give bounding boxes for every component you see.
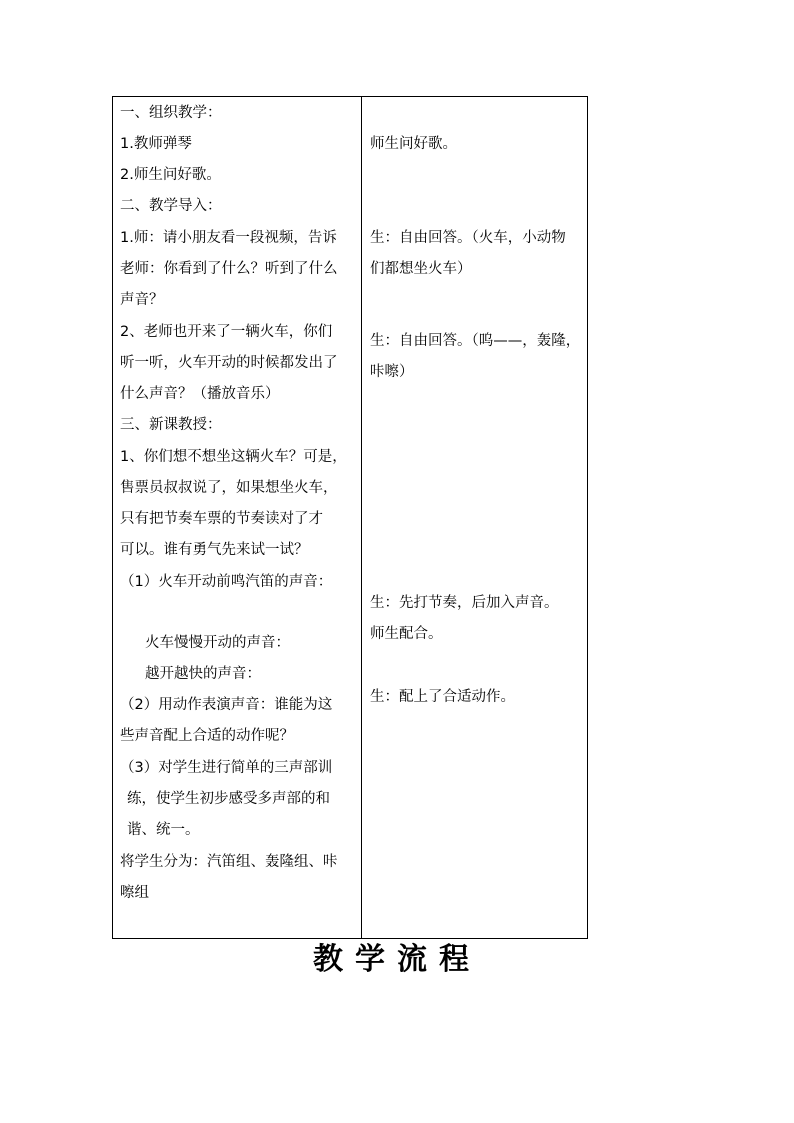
left-line: 越开越快的声音： xyxy=(145,666,261,682)
right-line: 生：先打节奏，后加入声音。 xyxy=(370,595,559,611)
column-divider xyxy=(361,97,362,938)
left-line: 1.教师弹琴 xyxy=(120,136,192,152)
right-line: 咔嚓） xyxy=(370,364,414,380)
left-line: 2、老师也开来了一辆火车，你们 xyxy=(120,324,333,340)
left-line: 练，使学生初步感受多声部的和 xyxy=(127,791,330,807)
left-line: 老师：你看到了什么？听到了什么 xyxy=(120,261,338,277)
left-line: 2.师生问好歌。 xyxy=(120,167,221,183)
right-line: 们都想坐火车） xyxy=(370,261,472,277)
right-line: 生：配上了合适动作。 xyxy=(370,689,515,705)
left-line: 火车慢慢开动的声音： xyxy=(145,635,290,651)
left-line: 声音？ xyxy=(120,292,164,308)
lesson-table xyxy=(112,96,588,939)
right-line: 师生问好歌。 xyxy=(370,136,457,152)
left-line: 将学生分为：汽笛组、轰隆组、咔 xyxy=(120,854,338,870)
right-line: 生：自由回答。（呜——，轰隆， xyxy=(370,333,581,349)
left-line: 谐、统一。 xyxy=(127,822,200,838)
left-line: 只有把节奏车票的节奏读对了才 xyxy=(120,511,323,527)
left-line: 听一听，火车开动的时候都发出了 xyxy=(120,355,338,371)
page-title: 教学流程 xyxy=(313,942,481,977)
right-line: 师生配合。 xyxy=(370,626,443,642)
left-line: 1.师：请小朋友看一段视频，告诉 xyxy=(120,230,337,246)
left-line: （2）用动作表演声音：谁能为这 xyxy=(120,697,333,713)
left-line: 可以。谁有勇气先来试一试？ xyxy=(120,542,309,558)
left-line: 什么声音？（播放音乐） xyxy=(120,386,280,402)
left-line: 售票员叔叔说了，如果想坐火车， xyxy=(120,480,338,496)
left-line: 一、组织教学： xyxy=(120,105,222,121)
left-line: 1、你们想不想坐这辆火车？可是， xyxy=(120,449,347,465)
left-line: 三、新课教授： xyxy=(120,417,222,433)
left-line: 些声音配上合适的动作呢？ xyxy=(120,728,294,744)
left-line: 嚓组 xyxy=(120,885,149,901)
left-line: （1）火车开动前鸣汽笛的声音： xyxy=(120,574,333,590)
left-line: 二、教学导入： xyxy=(120,198,222,214)
left-line: （3）对学生进行简单的三声部训 xyxy=(120,760,333,776)
right-line: 生：自由回答。（火车，小动物 xyxy=(370,230,566,246)
